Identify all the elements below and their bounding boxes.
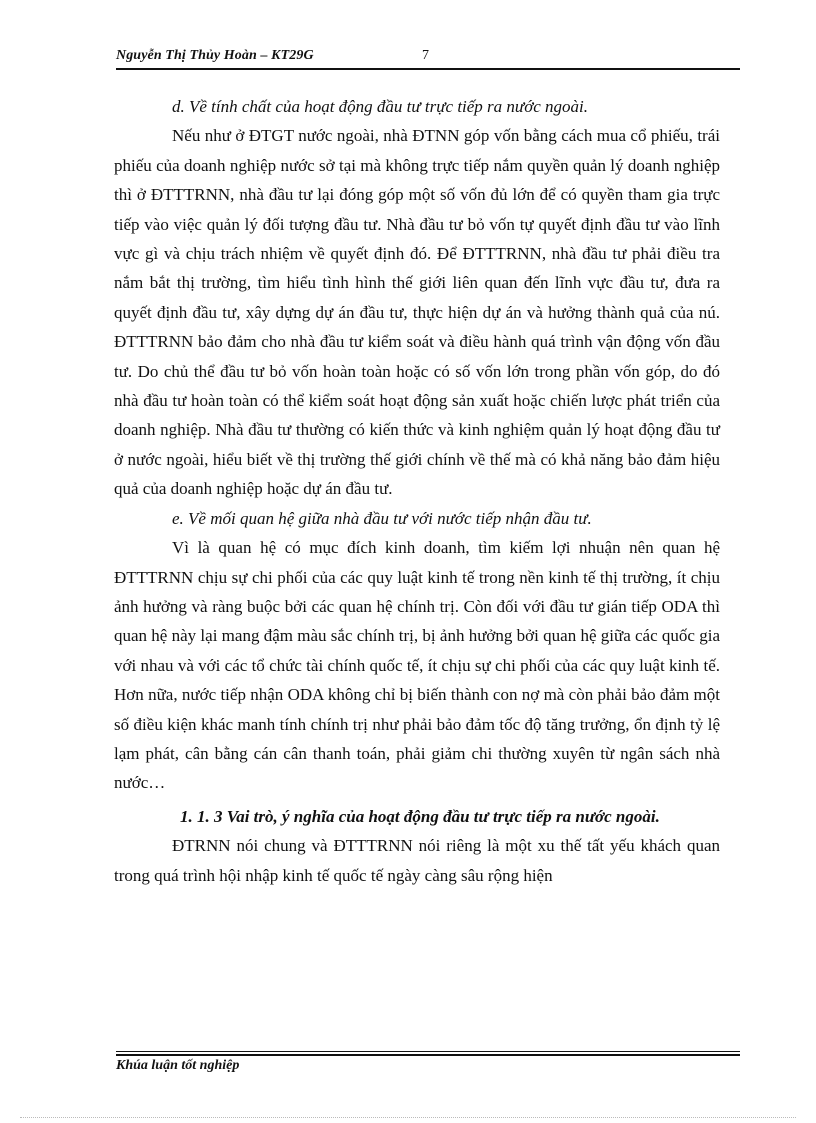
subheading-e: e. Về mối quan hệ giữa nhà đầu tư với nước tiếp nhận đầu tư. bbox=[172, 508, 592, 528]
page-number: 7 bbox=[422, 48, 429, 63]
document-body bbox=[114, 92, 720, 890]
subheading-d: d. Về tính chất của hoạt động đầu tư trực tiếp ra nước ngoài. bbox=[172, 97, 589, 116]
header-author: Nguyễn Thị Thủy Hoàn – KT29G bbox=[116, 48, 314, 63]
footer-rule-thick bbox=[116, 1054, 740, 1056]
footer-rule-thin bbox=[116, 1051, 740, 1052]
paragraph-2: Vì là quan hệ có mục đích kinh doanh, tìm kiếm lợi nhuận nên quan hệ ĐTTTRNN chịu sự chi phối của các quy luật kinh tế trong nền kinh tế thị trường, ít chịu ảnh hưởng và ràng buộc bởi các quan hệ chính trị. Còn đối với đầu tư gián tiếp ODA thì quan hệ này lại mang đậm màu sắc chính trị, bị ảnh hưởng bởi quan hệ giữa các quốc gia với nhau và với các tổ chức tài chính quốc tế, ít chịu sự chi phối của các quy luật kinh tế. Hơn nữa, nước tiếp nhận ODA không chỉ bị biến thành con nợ mà còn phải bảo đảm một số điều kiện khác manh tính chính trị như phải bảo đảm tốc độ tăng trưởng, ổn định tỷ lệ lạm phát, cân bằng cán cân thanh toán, phải giảm chi thường xuyên từ ngân sách nhà nước… bbox=[114, 538, 720, 793]
page-bottom-dotted-line bbox=[20, 1117, 796, 1118]
paragraph-1: Nếu như ở ĐTGT nước ngoài, nhà ĐTNN góp vốn bằng cách mua cổ phiếu, trái phiếu của doanh nghiệp nước sở tại mà không trực tiếp nắm quyền quản lý doanh nghiệp thì ở ĐTTTRNN, nhà đầu tư lại đóng góp một số vốn đủ lớn để có quyền tham gia trực tiếp vào việc quản lý đối tượng đầu tư. Nhà đầu tư bỏ vốn tự quyết định đầu tư vào lĩnh vực gì và chịu trách nhiệm về quyết định đó. Để ĐTTTRNN, nhà đầu tư phải điều tra nắm bắt thị trường, tìm hiểu tình hình thế giới liên quan đến lĩnh vực đầu tư, đưa ra quyết định đầu tư, xây dựng dự án đầu tư, thực hiện dự án và hưởng thành quả của nú. ĐTTTRNN bảo đảm cho nhà đầu tư kiểm soát và điều hành quá trình vận động vốn đầu tư. Do chủ thể đầu tư bỏ vốn hoàn toàn hoặc có số vốn lớn trong phần vốn góp, do đó nhà đầu tư hoàn toàn có thể kiểm soát hoạt động sản xuất hoặc chiến lược phát triển của doanh nghiệp. Nhà đầu tư thường có kiến thức và kinh nghiệm quản lý hoạt động đầu tư ở nước ngoài, hiểu biết về thị trường thế giới chính về thế mà có khả năng bảo đảm hiệu quả của doanh nghiệp hoặc dự án đầu tư. bbox=[114, 126, 720, 499]
page-header bbox=[116, 48, 740, 68]
paragraph-3: ĐTRNN nói chung và ĐTTTRNN nói riêng là một xu thế tất yếu khách quan trong quá trình hội nhập kinh tế quốc tế ngày càng sâu rộng hiện bbox=[114, 836, 720, 885]
header-rule bbox=[116, 68, 740, 70]
section-heading: 1. 1. 3 Vai trò, ý nghĩa của hoạt động đầu tư trực tiếp ra nước ngoài. bbox=[180, 806, 660, 826]
page-footer: Khúa luận tốt nghiệp bbox=[116, 1058, 240, 1073]
